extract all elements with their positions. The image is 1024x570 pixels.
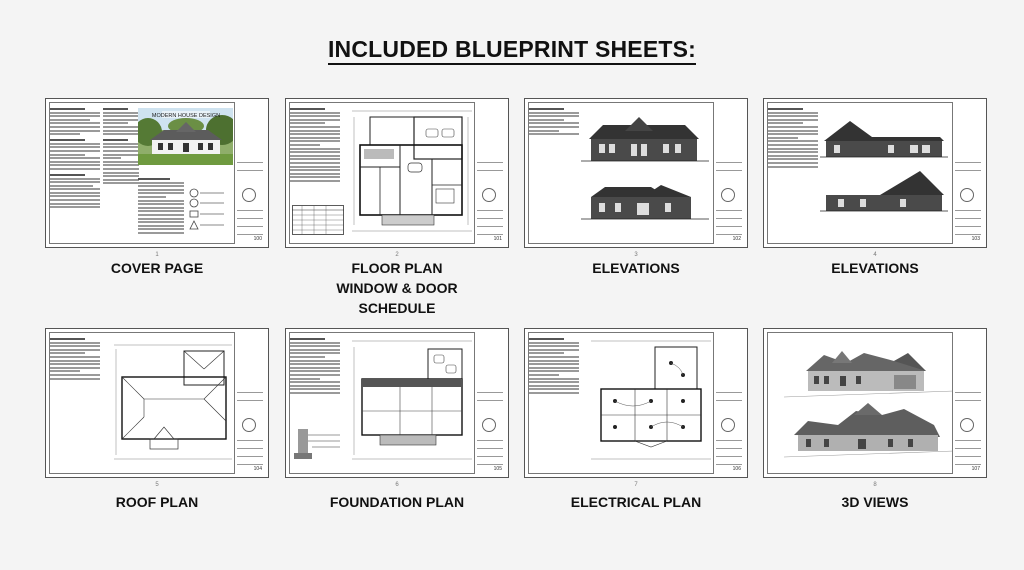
label-line: SCHEDULE <box>358 300 436 316</box>
sheet-3d-views[interactable] <box>763 328 987 478</box>
foundation-detail <box>292 425 344 465</box>
sheet-label-cover-page: COVER PAGE <box>110 260 204 276</box>
sheet-roof-plan[interactable] <box>45 328 269 478</box>
foundation-plan-drawing <box>352 337 474 467</box>
electrical-plan-drawing <box>591 337 713 467</box>
sheet-label-roof-plan: ROOF PLAN <box>115 494 199 510</box>
window-door-schedule <box>292 205 344 235</box>
page-title: INCLUDED BLUEPRINT SHEETS: <box>0 36 1024 63</box>
sheet-number: 105 <box>493 466 502 472</box>
page-number: 1 <box>155 252 159 258</box>
page-number: 4 <box>873 252 877 258</box>
sheet-electrical-plan[interactable] <box>524 328 748 478</box>
page-number: 7 <box>634 482 638 488</box>
page-number: 8 <box>873 482 877 488</box>
page-number: 2 <box>395 252 399 258</box>
page-number: 3 <box>634 252 638 258</box>
side-elevation-drawings <box>820 117 950 237</box>
3d-view-renderings <box>784 341 954 467</box>
page-number: 6 <box>395 482 399 488</box>
sheet-number: 100 <box>253 236 262 242</box>
sheet-number: 103 <box>971 236 980 242</box>
sheet-label-floor-plan <box>285 258 509 318</box>
sheet-label-elevations-1: ELEVATIONS <box>592 260 680 276</box>
cover-image-title: MODERN HOUSE DESIGN <box>151 113 221 119</box>
sheet-number: 107 <box>971 466 980 472</box>
label-line: FLOOR PLAN <box>351 260 443 276</box>
sheet-number: 101 <box>493 236 502 242</box>
cover-house-photo <box>138 108 233 165</box>
sheet-elevations-front-rear[interactable] <box>524 98 748 248</box>
sheet-label-elevations-2: ELEVATIONS <box>831 260 919 276</box>
sheet-number: 106 <box>732 466 741 472</box>
sheet-label-foundation-plan: FOUNDATION PLAN <box>329 494 465 510</box>
roof-plan-drawing <box>114 339 234 467</box>
sheet-label-3d-views: 3D VIEWS <box>841 494 909 510</box>
cover-legend-symbols <box>188 187 228 232</box>
sheet-number: 102 <box>732 236 741 242</box>
page-number: 5 <box>155 482 159 488</box>
label-line: WINDOW & DOOR <box>336 280 458 296</box>
sheet-label-electrical-plan: ELECTRICAL PLAN <box>570 494 702 510</box>
floor-plan-drawing <box>352 107 474 237</box>
sheet-cover-page[interactable] <box>45 98 269 248</box>
sheet-number: 104 <box>253 466 262 472</box>
sheet-elevations-sides[interactable] <box>763 98 987 248</box>
sheet-foundation-plan[interactable] <box>285 328 509 478</box>
sheet-floor-plan[interactable] <box>285 98 509 248</box>
elevation-drawings <box>581 117 711 237</box>
